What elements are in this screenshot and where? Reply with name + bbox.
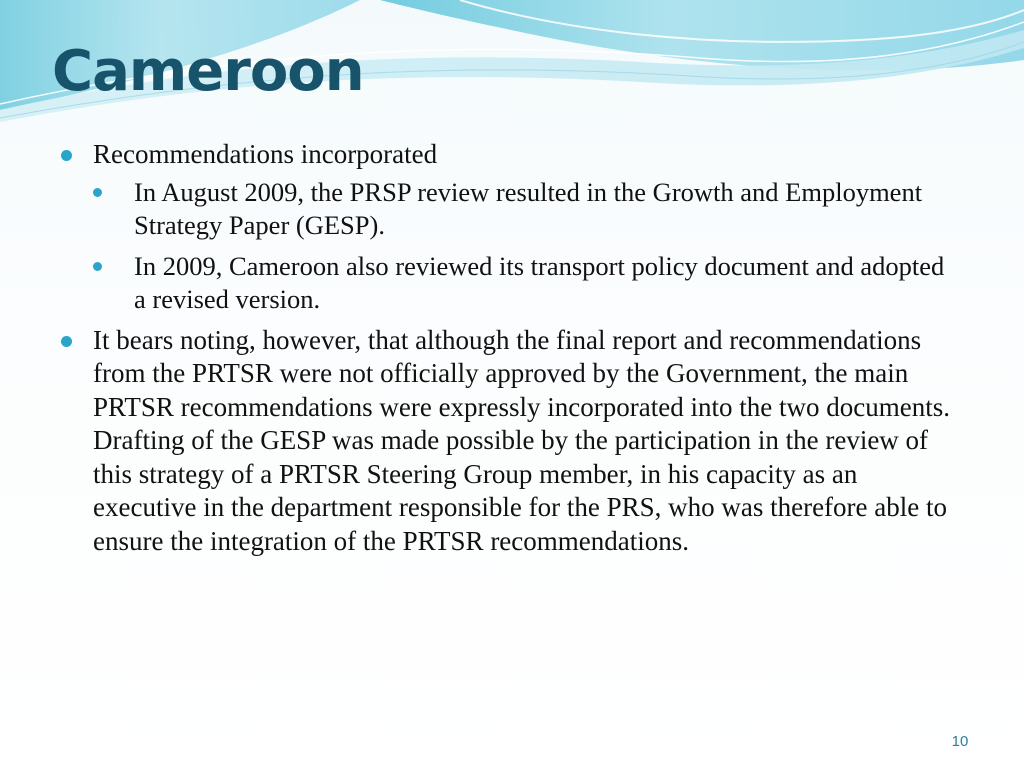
bullet-item <box>60 324 960 559</box>
bullet-text: It bears noting, however, that although the final report and recommendations from the PRTSR were not officially approved by the Government, the main PRTSR recommendations were expressly incorporated into the two documents. Drafting of the GESP was made possible by the participation in the review of this strategy of a PRTSR Steering Group member, in his capacity as an executive in the department responsible for the PRS, who was therefore able to ensure the integration of the PRTSR recommendations. <box>93 324 950 556</box>
page-number: 10 <box>951 733 969 750</box>
sub-bullet-text: In 2009, Cameroon also reviewed its transport policy document and adopted a revised version. <box>134 250 945 314</box>
sub-bullet-text: In August 2009, the PRSP review resulted in the Growth and Employment Strategy Paper (GESP). <box>134 176 923 240</box>
bullet-list <box>60 138 960 562</box>
sub-bullet-dot-icon <box>93 262 102 271</box>
sub-bullet-item <box>93 176 960 243</box>
bullet-dot-icon <box>61 336 72 347</box>
bullet-dot-icon <box>61 150 72 161</box>
sub-bullet-list <box>93 176 960 317</box>
sub-bullet-item <box>93 250 960 317</box>
slide-title: Cameroon <box>52 39 364 104</box>
bullet-text: Recommendations incorporated <box>93 139 438 169</box>
sub-bullet-dot-icon <box>93 188 102 197</box>
bullet-item <box>60 138 960 317</box>
